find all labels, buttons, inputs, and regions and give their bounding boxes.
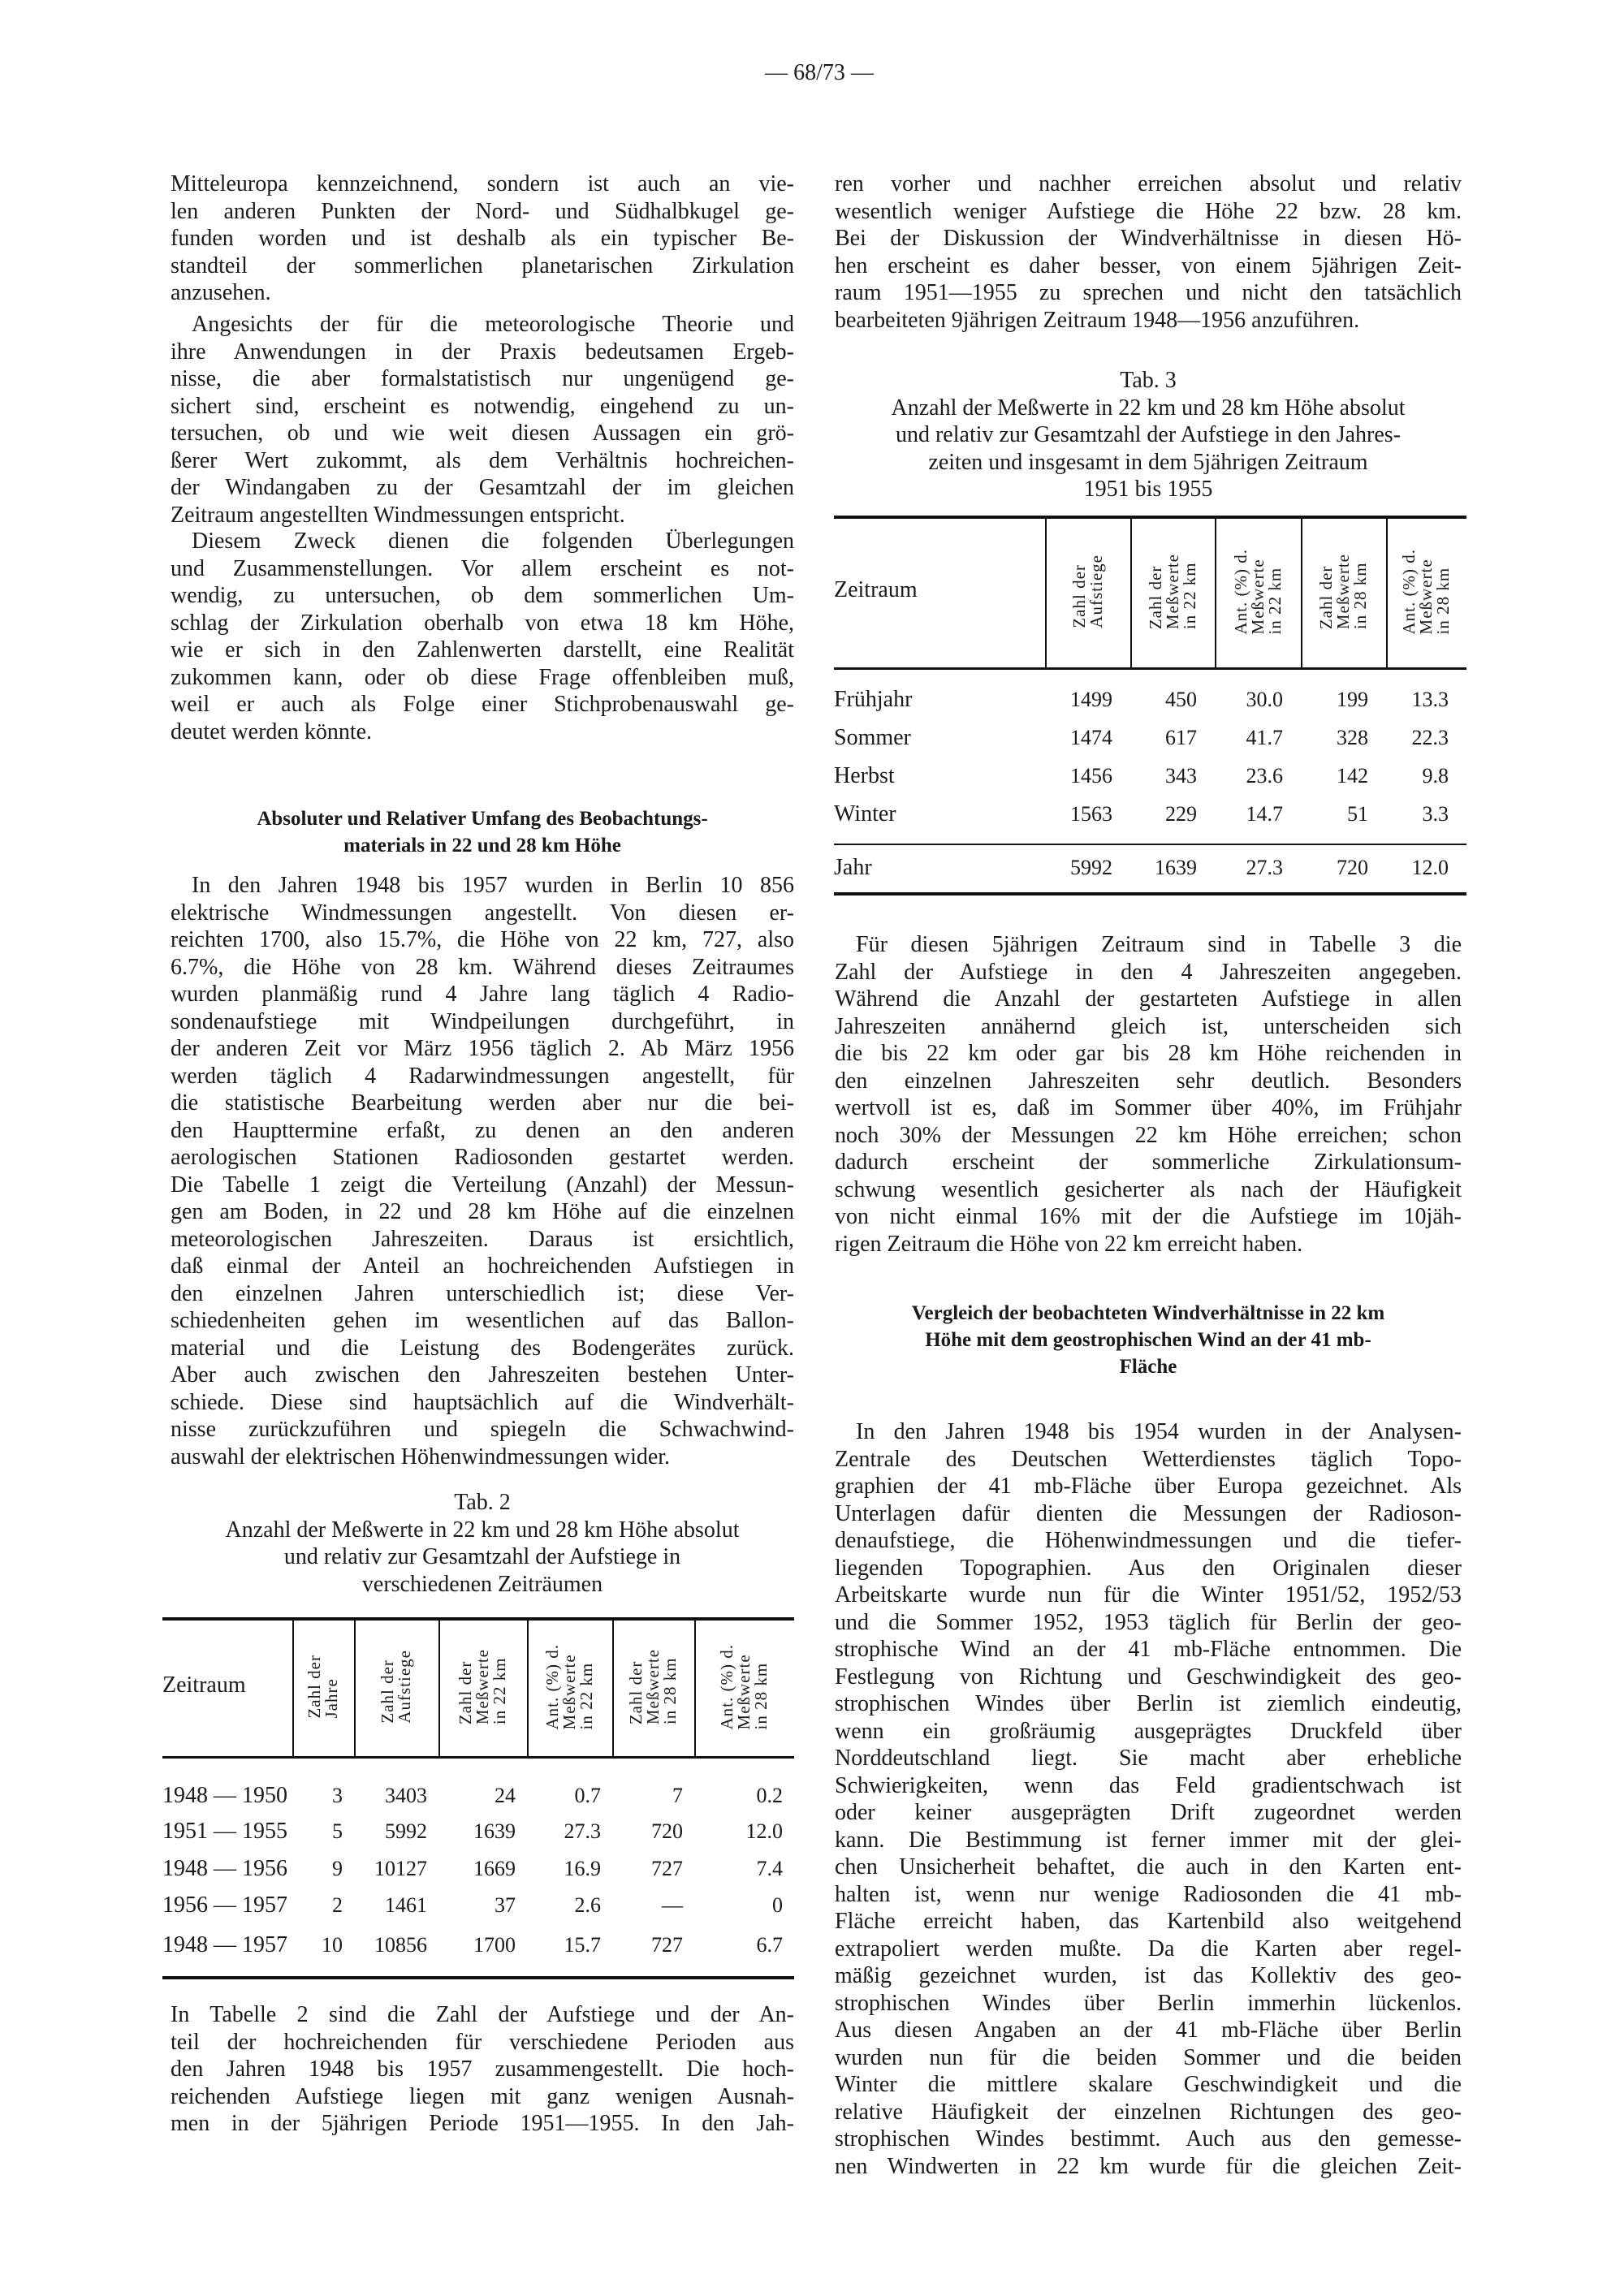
text-line: sondenaufstiege mit Windpeilungen durchgeführt, in [171,1008,794,1034]
text-line: und die Sommer 1952, 1953 täglich für Berlin der geo- [835,1609,1462,1635]
column-header-label: Zahl der Meßwerte in 28 km [1316,553,1370,630]
table-cell: 1474 [1070,726,1112,749]
table-cell: 0.2 [756,1784,783,1807]
text-line: Zeitraum angestellten Windmessungen entspricht. [171,502,625,528]
column-header-label: Zahl der Meßwerte in 22 km [456,1648,509,1725]
table-cell: 41.7 [1246,726,1283,749]
section-heading [835,1300,1462,1380]
text-line: Mitteleuropa kennzeichnend, sondern ist auch an vie- [171,171,794,196]
text-line: Diesem Zweck dienen die folgenden Überlegungen [192,529,794,554]
text-line: die statistische Bearbeitung werden aber nur die bei- [171,1090,794,1116]
text-line: der anderen Zeit vor März 1956 täglich 2. Ab März 1956 [171,1036,794,1061]
table-cell: 12.0 [1411,856,1449,879]
table-cell: 3403 [385,1784,427,1807]
text-line: reichten 1700, also 15.7%, die Höhe von 22 km, 727, also [171,927,794,952]
text-line: gen am Boden, in 22 und 28 km Höhe auf die einzelnen [171,1199,794,1224]
table-cell: 1700 [473,1933,516,1957]
table-cell: 0 [772,1893,783,1917]
text-line: materials in 22 und 28 km Höhe [343,835,621,857]
text-line: wurden nun für die beiden Sommer und die beiden [835,2044,1462,2070]
column-header [694,1621,794,1753]
table-cell: 22.3 [1411,726,1449,749]
text-line: Norddeutschland liegt. Sie macht aber erhebliche [835,1746,1462,1771]
table-cell: 10127 [374,1857,427,1880]
table-cell: 30.0 [1246,688,1283,711]
column-header [1301,519,1386,664]
table-cell: 5992 [1070,856,1112,879]
column-header [1215,519,1301,664]
row-header-label: Zeitraum [834,576,918,602]
text-line: der Windangaben zu der Gesamtzahl der im gleichen [171,475,794,500]
text-line: den Jahren 1948 bis 1957 zusammengestellt. Die hoch- [171,2056,794,2082]
table-cell: 720 [1337,856,1368,879]
text-line: rigen Zeitraum die Höhe von 22 km erreicht haben. [835,1231,1303,1257]
text-line: und Zusammenstellungen. Vor allem erscheint es not- [171,555,794,581]
text-line: extrapoliert werden mußte. Da die Karten aber regel- [835,1936,1462,1962]
table-cell: 1669 [473,1857,516,1880]
text-line: deutet werden könnte. [171,719,373,744]
text-line: Absoluter und Relativer Umfang des Beobachtungs- [257,808,708,830]
text-line: und relativ zur Gesamtzahl der Aufstiege in den Jahres- [895,422,1401,447]
paragraph [171,311,794,529]
text-line: In den Jahren 1948 bis 1954 wurden in der Analysen- [856,1419,1462,1444]
column-header-label: Ant. (%) d. Meßwerte in 28 km [717,1643,771,1730]
text-line: Schwierigkeiten, wenn das Feld gradientschwach ist [835,1772,1462,1798]
table-rule [834,844,1466,845]
text-line: mäßig gezeichnet wurden, ist das Kollektiv des geo- [835,1963,1462,1988]
column-header [292,1621,354,1753]
table-cell: 1563 [1070,802,1112,826]
table-rule [834,892,1466,896]
row-label: Sommer [834,725,911,750]
table-rule [162,1976,794,1979]
column-header [1386,519,1466,664]
text-line: schwung wesentlich gesicherter als nach der Häufigkeit [835,1176,1462,1202]
paragraph [171,528,794,745]
table-cell: 27.3 [1246,856,1283,879]
text-line: In den Jahren 1948 bis 1957 wurden in Berlin 10 856 [192,873,794,898]
text-line: meteorologischen Jahreszeiten. Daraus ist ersichtlich, [171,1226,794,1252]
table-cell: 343 [1165,764,1197,788]
column-header-label: Ant. (%) d. Meßwerte in 22 km [542,1643,596,1730]
table-cell: 51 [1347,802,1368,826]
table-cell: 10 [322,1933,343,1957]
table-rule [162,1756,794,1759]
column-header [612,1621,694,1753]
text-line: wurden planmäßig rund 4 Jahre lang täglich 4 Radio- [171,982,794,1007]
table-cell: 3 [332,1784,343,1807]
paragraph [835,931,1462,1258]
table-caption [835,367,1462,503]
text-line: Aus diesen Angaben an der 41 mb-Fläche über Berlin [835,2018,1462,2043]
table-rule [834,667,1466,670]
table-cell: 9 [332,1857,343,1880]
text-line: raum 1951—1955 zu sprechen und nicht den tatsächlich [835,280,1462,305]
text-line: aerologischen Stationen Radiosonden gestartet werden. [171,1145,794,1170]
text-line: Höhe mit dem geostrophischen Wind an der 41 mb- [925,1329,1371,1351]
table-cell: 7 [672,1784,683,1807]
text-line: wie er sich in den Zahlenwerten darstellt, eine Realität [171,637,794,662]
table-cell: 229 [1165,802,1197,826]
table-caption [171,1489,794,1598]
text-line: Während die Anzahl der gestarteten Aufstiege in allen [835,986,1462,1012]
text-line: weil er auch als Folge einer Stichprobenauswahl ge- [171,692,794,717]
text-line: Winter die mittlere skalare Geschwindigkeit und die [835,2072,1462,2097]
text-line: denaufstiege, die Höhenwindmessungen und die tiefer- [835,1528,1462,1553]
text-line: nen Windwerten in 22 km wurde für die gleichen Zeit- [835,2153,1462,2179]
table-cell: 0.7 [574,1784,601,1807]
text-line: Zentrale des Deutschen Wetterdienstes täglich Topo- [835,1446,1462,1472]
column-header-label: Zahl der Aufstiege [378,1650,414,1724]
table-cell: 2 [332,1893,343,1917]
text-line: Fläche [1119,1356,1177,1378]
text-line: strophischen Windes über Berlin ist ziemlich eindeutig, [835,1691,1462,1716]
text-line: verschiedenen Zeiträumen [361,1571,603,1597]
text-line: auswahl der elektrischen Höhenwindmessungen wider. [171,1444,671,1470]
text-line: material und die Leistung des Bodengerätes zurück. [171,1335,794,1361]
row-label: Frühjahr [834,687,913,712]
text-line: teil der hochreichenden für verschiedene Perioden aus [171,2029,794,2055]
section-heading [171,805,794,859]
text-line: strophischen Windes bestimmt. Auch aus den gemesse- [835,2126,1462,2151]
text-line: Für diesen 5jährigen Zeitraum sind in Tabelle 3 die [856,932,1462,957]
text-line: Fläche erreicht haben, das Kartenbild also weitgehend [835,1909,1462,1934]
column-header-label: Ant. (%) d. Meßwerte in 22 km [1230,548,1285,635]
text-line: ßerer Wert zukommt, als dem Verhältnis hochreichen- [171,447,794,473]
text-line: wendig, zu untersuchen, ob dem sommerlichen Um- [171,583,794,608]
text-line: Vergleich der beobachteten Windverhältnisse in 22 km [911,1302,1385,1324]
text-line: schiedenheiten gehen im wesentlichen auf das Ballon- [171,1308,794,1333]
text-line: Zahl der Aufstiege in den 4 Jahreszeiten angegeben. [835,959,1462,985]
text-line: strophischen Windes über Berlin immerhin lückenlos. [835,1990,1462,2016]
table-cell: 23.6 [1246,764,1283,788]
table-cell: 1461 [385,1893,427,1917]
text-line: elektrische Windmessungen angestellt. Von diesen er- [171,900,794,926]
row-header-label: Zeitraum [162,1672,246,1698]
table-cell: 450 [1165,688,1197,711]
text-line: kann. Die Bestimmung ist ferner immer mit der glei- [835,1827,1462,1853]
table-cell: 727 [651,1857,683,1880]
table-cell: 5 [332,1819,343,1843]
row-label: 1948 — 1950 [162,1783,287,1808]
text-line: relative Häufigkeit der einzelnen Richtungen des geo- [835,2099,1462,2125]
table-cell: 15.7 [564,1933,601,1957]
table-cell: 9.8 [1422,764,1449,788]
column-header [1130,519,1215,664]
text-line: daß einmal der Anteil an hochreichenden Aufstiegen in [171,1254,794,1279]
table-cell: 1456 [1070,764,1112,788]
column-header [1045,519,1130,664]
paragraph [835,1418,1462,2180]
table-cell: 12.0 [745,1819,783,1843]
row-label: Jahr [834,855,872,880]
table-cell: 5992 [385,1819,427,1843]
text-line: len anderen Punkten der Nord- und Südhalbkugel ge- [171,198,794,224]
text-line: zeiten und insgesamt in dem 5jährigen Zeitraum [928,449,1368,475]
text-line: und relativ zur Gesamtzahl der Aufstiege in [283,1544,681,1569]
text-line: die bis 22 km oder gar bis 28 km Höhe reichenden in [835,1041,1462,1066]
text-line: sichert sind, erscheint es notwendig, eingehend zu un- [171,393,794,419]
table-cell: 727 [651,1933,683,1957]
text-line: noch 30% der Messungen 22 km Höhe erreichen; schon [835,1122,1462,1148]
table-cell: 16.9 [564,1857,601,1880]
text-line: graphien der 41 mb-Fläche über Europa gezeichnet. Als [835,1474,1462,1499]
table-cell: 1639 [1155,856,1197,879]
table-cell: 199 [1337,688,1368,711]
text-line: tersuchen, ob und wie weit diesen Aussagen ein grö- [171,421,794,446]
text-line: wenn ein großräumig ausgeprägtes Druckfeld über [835,1718,1462,1744]
row-label: 1951 — 1955 [162,1819,287,1844]
text-line: Bei der Diskussion der Windverhältnisse in diesen Hö- [835,226,1462,251]
text-line: strophische Wind an der 41 mb-Fläche entnommen. Die [835,1637,1462,1662]
text-line: 6.7%, die Höhe von 28 km. Während dieses Zeitraumes [171,954,794,980]
text-line: Anzahl der Meßwerte in 22 km und 28 km Höhe absolut [225,1517,740,1543]
column-header-label: Zahl der Meßwerte in 22 km [1145,553,1199,630]
text-line: von nicht einmal 16% mit der die Aufstiege im 10jäh- [835,1204,1462,1229]
text-line: ren vorher und nachher erreichen absolut und relativ [835,171,1462,196]
table-cell: 1639 [473,1819,516,1843]
text-line: nisse zurückzuführen und spiegeln die Schwachwind- [171,1417,794,1442]
text-line: Aber auch zwischen den Jahreszeiten bestehen Unter- [171,1362,794,1388]
column-header-label: Zahl der Aufstiege [1069,555,1106,628]
row-label: 1956 — 1957 [162,1892,287,1918]
paragraph [171,170,794,307]
text-line: funden worden und ist deshalb als ein typischer Be- [171,226,794,251]
text-line: schlag der Zirkulation oberhalb von etwa 18 km Höhe, [171,610,794,636]
table-cell: 142 [1337,764,1368,788]
table-cell: 14.7 [1246,802,1283,826]
table-cell: 13.3 [1411,688,1449,711]
text-line: 1951 bis 1955 [1083,477,1213,502]
paragraph [835,170,1462,334]
text-line: Festlegung von Richtung und Geschwindigkeit des geo- [835,1664,1462,1690]
text-line: Angesichts der für die meteorologische Theorie und [192,312,794,337]
table-cell: 2.6 [574,1893,601,1917]
text-line: zukommen kann, oder ob diese Frage offenbleiben muß, [171,664,794,690]
text-line: Anzahl der Meßwerte in 22 km und 28 km Höhe absolut [891,395,1406,421]
column-header [354,1621,438,1753]
column-header-label: Zahl der Meßwerte in 28 km [626,1648,680,1725]
paragraph [171,872,794,1470]
text-line: nisse, die aber formalstatistisch nur ungenügend ge- [171,366,794,391]
text-line: Arbeitskarte wurde nun für die Winter 1951/52, 1952/53 [835,1582,1462,1608]
text-line: standteil der sommerlichen planetarischen Zirkulation [171,252,794,278]
row-label: Herbst [834,763,895,788]
row-label: 1948 — 1957 [162,1932,287,1957]
text-line: Tab. 3 [1120,368,1177,393]
text-line: ihre Anwendungen in der Praxis bedeutsamen Ergeb- [171,339,794,365]
column-header-label: Zahl der Jahre [304,1655,341,1719]
table-cell: 3.3 [1422,802,1449,826]
text-line: dadurch erscheint der sommerliche Zirkulationsum- [835,1150,1462,1175]
table-cell: 7.4 [756,1857,783,1880]
text-line: Tab. 2 [454,1490,511,1515]
text-line: hen erscheint es daher besser, von einem 5jährigen Zeit- [835,252,1462,278]
text-line: Jahreszeiten annähernd gleich ist, unterscheiden sich [835,1013,1462,1039]
column-header [527,1621,612,1753]
text-line: schiede. Diese sind hauptsächlich auf die Windverhält- [171,1389,794,1415]
text-line: chen Unsicherheit behaftet, die auch in den Karten ent- [835,1854,1462,1880]
text-line: men in der 5jährigen Periode 1951—1955. In den Jah- [171,2111,794,2136]
text-line: werden täglich 4 Radarwindmessungen angestellt, für [171,1063,794,1089]
text-line: In Tabelle 2 sind die Zahl der Aufstiege und der An- [171,2002,794,2027]
text-line: liegenden Topographien. Aus den Originalen dieser [835,1555,1462,1581]
table-cell: 6.7 [756,1933,783,1957]
table-cell: 720 [651,1819,683,1843]
text-line: bearbeiteten 9jährigen Zeitraum 1948—1956 anzuführen. [835,307,1360,333]
paragraph [171,2001,794,2138]
column-header [438,1621,527,1753]
text-line: anzusehen. [171,280,271,305]
table-cell: 10856 [374,1933,427,1957]
text-line: Unterlagen dafür dienten die Messungen der Radioson- [835,1500,1462,1526]
text-line: den einzelnen Jahren unterschiedlich ist; diese Ver- [171,1280,794,1306]
table-cell: 27.3 [564,1819,601,1843]
text-line: wesentlich weniger Aufstiege die Höhe 22 bzw. 28 km. [835,198,1462,224]
table-cell: — [662,1893,683,1917]
table-cell: 617 [1165,726,1197,749]
text-line: oder keiner ausgeprägten Drift zugeordnet werden [835,1800,1462,1825]
text-line: den Haupttermine erfaßt, zu denen an den anderen [171,1117,794,1143]
text-line: halten ist, wenn nur wenige Radiosonden die 41 mb- [835,1881,1462,1907]
text-line: den einzelnen Jahreszeiten sehr deutlich. Besonders [835,1068,1462,1094]
table-cell: 37 [495,1893,516,1917]
text-line: wertvoll ist es, daß im Sommer über 40%, im Frühjahr [835,1095,1462,1120]
column-header-label: Ant. (%) d. Meßwerte in 28 km [1399,548,1453,635]
row-label: Winter [834,801,896,826]
table-cell: 1499 [1070,688,1112,711]
page-number: — 68/73 — [765,60,874,85]
row-label: 1948 — 1956 [162,1856,287,1881]
text-line: reichenden Aufstiege liegen mit ganz wenigen Ausnah- [171,2083,794,2109]
text-line: Die Tabelle 1 zeigt die Verteilung (Anzahl) der Messun- [171,1172,794,1198]
table-cell: 328 [1337,726,1368,749]
table-cell: 24 [495,1784,516,1807]
